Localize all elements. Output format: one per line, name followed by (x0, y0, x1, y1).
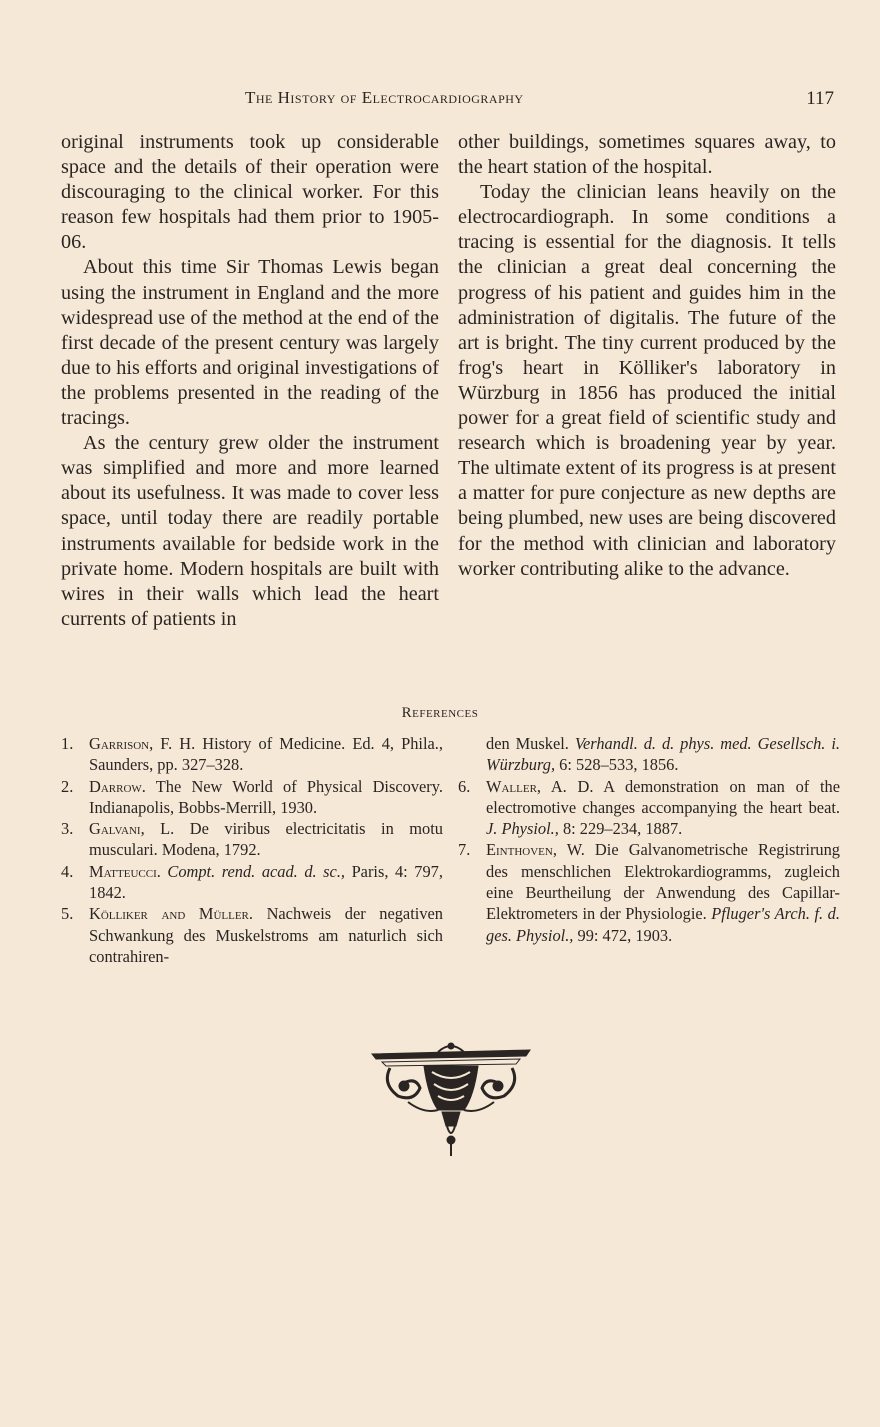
reference-number: 2. (61, 776, 74, 796)
reference-journal: Compt. rend. acad. d. sc., (167, 861, 346, 881)
body-column-right (458, 130, 836, 582)
reference-text: De viribus electricitatis in motu musculari. Modena, 1792. (89, 819, 443, 860)
reference-tail: 6: 528–533, 1856. (559, 755, 679, 775)
reference-journal: J. Physiol., (486, 819, 559, 839)
reference-text: den Muskel. (486, 734, 569, 753)
paragraph: Today the clinician leans heavily on the electrocardiograph. In some conditions a tracing is essential for the diagnosis. It tells the clinician a great deal concerning the progress of his patient and guides him in the administration of digitalis. The future of the art is bright. The tiny current produced by the frog's heart in Kölliker's laboratory in Würzburg in 1856 has produced the initial power for a great field of scientific study and research which is broadening year by year. The ultimate extent of its progress is at present a matter for pure conjecture as new depths are being plumbed, new uses are being discovered for the method with clinician and laboratory worker contributing alike to the advance. (458, 181, 836, 580)
tailpiece-ornament-icon (368, 1040, 534, 1158)
reference-author: Garrison, F. H. (89, 734, 196, 753)
reference-number: 3. (61, 819, 74, 839)
reference-text: History of Medicine. Ed. 4, Phila., Saunders, pp. 327–328. (89, 734, 443, 775)
reference-item (61, 861, 443, 904)
reference-item-continued (458, 733, 840, 776)
references-list-left (61, 733, 443, 967)
references-list-right (458, 733, 840, 946)
reference-tail: 99: 472, 1903. (577, 925, 673, 945)
reference-text: A demonstration on man of the electromotive changes accompanying the heart beat. (486, 776, 840, 817)
paragraph: other buildings, sometimes squares away, to the heart station of the hospital. (458, 131, 836, 179)
reference-author: Kölliker and Müller. (89, 904, 253, 924)
reference-number: 1. (61, 734, 74, 753)
reference-text: Nachweis der negativen Schwankung des Muskelstroms am naturlich sich contrahiren- (89, 904, 443, 966)
reference-text: The New World of Physical Discovery. Indianapolis, Bobbs-Merrill, 1930. (89, 776, 443, 817)
reference-journal: Pfluger's Arch. f. d. ges. Physiol., (486, 904, 840, 945)
references-heading: References (401, 705, 479, 721)
reference-author: Galvani, L. (89, 819, 175, 839)
reference-number: 6. (458, 776, 471, 796)
reference-author: Einthoven, W. (486, 840, 585, 860)
reference-tail: Paris, 4: 797, 1842. (89, 861, 443, 903)
reference-text: Die Galvanometrische Registrirung des menschlichen Elektrokardiogramms, zugleich eine Beurtheilung der Anwendung des Capillar-Elektrometers in der Physiologie. (486, 840, 840, 924)
reference-number: 4. (61, 861, 74, 881)
reference-number: 5. (61, 904, 74, 924)
reference-author: Waller, A. D. (486, 776, 594, 796)
reference-author: Matteucci. (89, 861, 161, 881)
reference-journal: Verhandl. d. d. phys. med. Gesellsch. i. Würzburg, (486, 734, 840, 775)
reference-item (61, 818, 443, 861)
reference-item (61, 733, 443, 776)
paragraph: original instruments took up considerable space and the details of their operation were discouraging to the clinical worker. For this reason few hospitals had them prior to 1905-06. (61, 131, 439, 254)
reference-item (61, 903, 443, 967)
reference-tail: 8: 229–234, 1887. (562, 819, 683, 839)
reference-author: Darrow. (89, 776, 146, 796)
running-head: The History of Electrocardiography (245, 88, 524, 107)
reference-number: 7. (458, 840, 471, 860)
reference-item (458, 776, 840, 840)
paragraph: About this time Sir Thomas Lewis began using the instrument in England and the more widespread use of the method at the end of the first decade of the present century was largely due to his efforts and original investigations of the problems presented in the reading of the tracings. (61, 256, 439, 430)
page-number: 117 (806, 88, 834, 109)
body-column-left (61, 130, 439, 632)
reference-item (61, 776, 443, 819)
paragraph: As the century grew older the instrument was simplified and more and more learned about its usefulness. It was made to cover less space, until today there are readily portable instruments available for bedside work in the private home. Modern hospitals are built with wires in their walls which lead the heart currents of patients in (61, 432, 439, 630)
reference-item (458, 839, 840, 945)
